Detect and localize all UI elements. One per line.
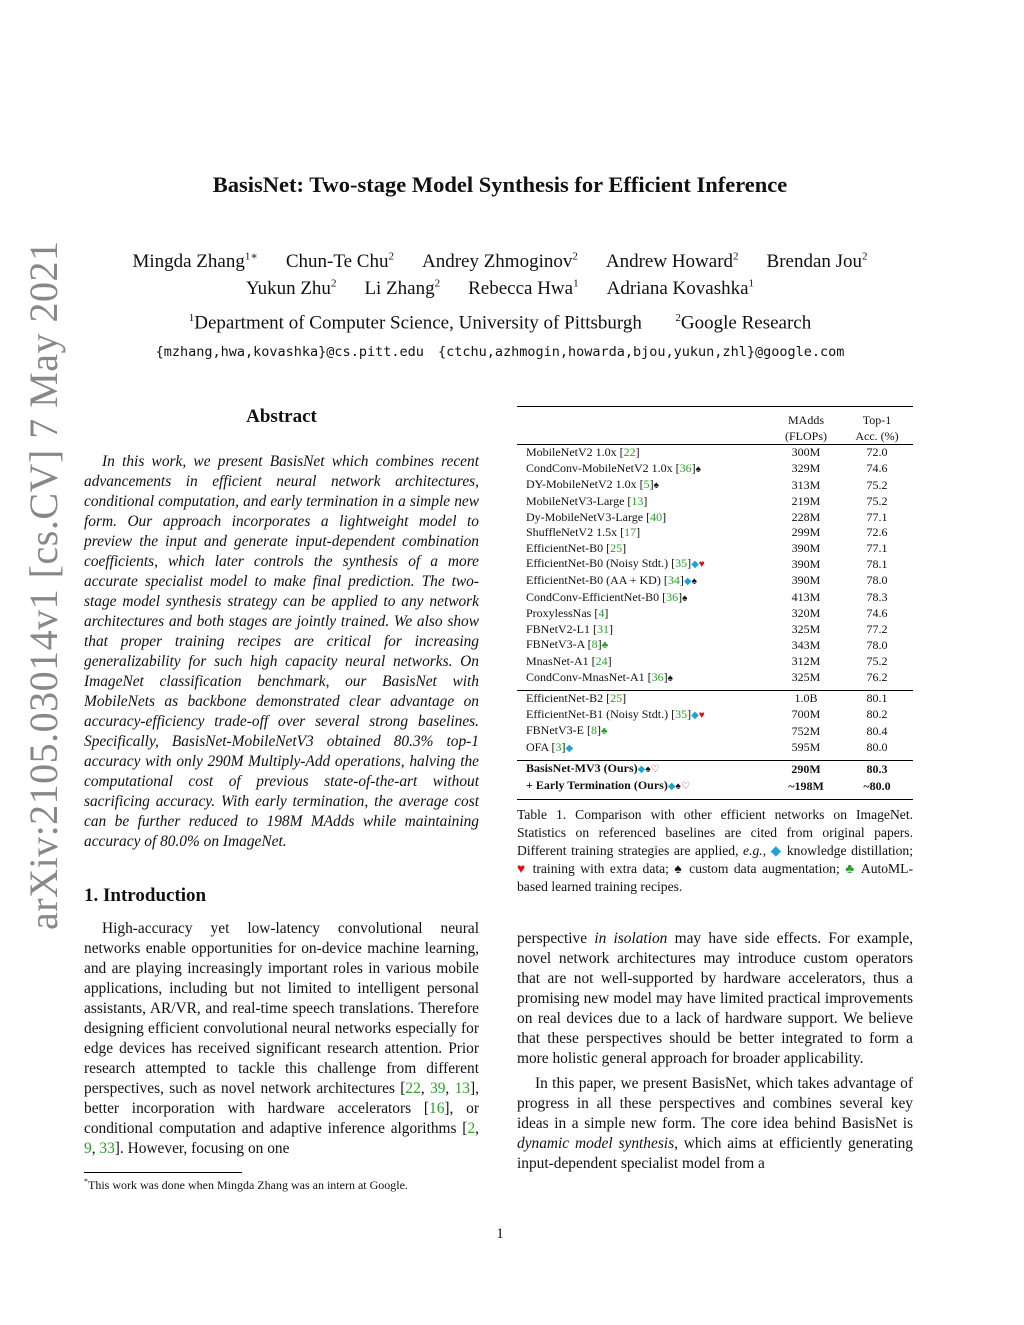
right-paragraph-2: In this paper, we present BasisNet, which takes advantage of progress in all these perspectives and combines several key ideas in a simple new form. The core idea behind BasisNet is dynamic model synthesis, which aims at efficiently generating input-dependent specialist model from a: [517, 1075, 913, 1172]
table-row: FBNetV2-L1 [31] 325M 77.2: [517, 622, 913, 638]
col-top1: Top-1: [862, 413, 892, 427]
citation-link[interactable]: 36: [651, 669, 664, 684]
footnote-rule: [84, 1172, 242, 1173]
col-top1-unit: Acc. (%): [855, 428, 899, 443]
intro-paragraph-1: High-accuracy yet low-latency convolutional neural networks enable opportunities for on-device machine learning, and are playing increasingly important roles in various mobile applications, including but not limited to intelligent personal assistants, AR/VR, and real-time speech translations. Therefore designing efficient convolutional neural networks especially for edge devices has received significant research attention. Prior research attempted to tackle this challenge from different perspectives, such as novel network architectures [22, 39, 13], better incorporation with hardware accelerators [16], or conditional computation and adaptive inference algorithms [2, 9, 33]. However, focusing on one: [84, 920, 479, 1157]
accuracy-value: 80.0: [866, 740, 888, 755]
model-name: MobileNetV3-Large: [526, 493, 625, 508]
madds-value: ~198M: [788, 778, 824, 793]
madds-value: 700M: [791, 707, 821, 722]
model-name: Dy-MobileNetV3-Large: [526, 509, 644, 524]
model-name: EfficientNet-B0 (AA + KD): [526, 572, 661, 587]
citation-link[interactable]: 39: [430, 1080, 446, 1097]
page-number: 1: [496, 1226, 504, 1242]
author-name: Rebecca Hwa$^1$: [468, 278, 579, 300]
citation-link[interactable]: 22: [405, 1080, 421, 1097]
table-row: EfficientNet-B1 (Noisy Stdt.) [35]◆♥ 700M 80.2: [517, 707, 913, 724]
affiliations: $^1$Department of Computer Science, University of Pittsburgh $^2$Google Research: [188, 312, 812, 334]
accuracy-value: 77.1: [866, 509, 888, 524]
diamond-icon: ◆: [770, 843, 783, 858]
citation-link[interactable]: 8: [591, 637, 598, 652]
accuracy-value: 80.3: [866, 761, 888, 776]
accuracy-value: 78.0: [866, 637, 888, 652]
model-name: CondConv-MobileNetV2 1.0x: [526, 460, 673, 475]
spade-icon: ♠: [695, 463, 701, 475]
spade-icon: ♠: [682, 592, 688, 604]
diamond-icon: ◆: [691, 709, 699, 721]
table-row: CondConv-MobileNetV2 1.0x [36]♠ 329M 74.6: [517, 461, 913, 478]
author-name: Li Zhang$^2$: [364, 278, 441, 300]
madds-value: 1.0B: [794, 691, 818, 706]
club-icon: ♣: [601, 640, 609, 652]
madds-value: 390M: [791, 573, 821, 588]
table-row: EfficientNet-B0 (AA + KD) [34]◆♠ 390M 78.0: [517, 573, 913, 590]
table-row: MobileNetV2 1.0x [22] 300M 72.0: [517, 445, 913, 461]
madds-value: 390M: [791, 556, 821, 571]
model-name: FBNetV2-L1: [526, 621, 590, 636]
madds-value: 329M: [791, 461, 821, 476]
diamond-icon: ◆: [565, 742, 574, 754]
citation-link[interactable]: 13: [454, 1080, 470, 1097]
table-row: MnasNet-A1 [24] 312M 75.2: [517, 654, 913, 670]
accuracy-value: 75.2: [866, 477, 888, 492]
madds-value: 413M: [791, 590, 821, 605]
citation-link[interactable]: 4: [598, 606, 605, 621]
model-name: CondConv-MnasNet-A1: [526, 669, 645, 684]
author-name: Mingda Zhang$^{1∗}$: [132, 251, 258, 273]
accuracy-value: 74.6: [866, 461, 888, 476]
comparison-table: [517, 406, 913, 800]
intro-body: [84, 919, 479, 1159]
model-name: ProxylessNas: [526, 606, 592, 621]
table-row: ProxylessNas [4] 320M 74.6: [517, 606, 913, 622]
model-name: DY-MobileNetV2 1.0x: [526, 477, 637, 492]
model-name: + Early Termination (Ours): [526, 778, 668, 793]
accuracy-value: 78.3: [866, 590, 888, 605]
citation-link[interactable]: 40: [650, 509, 663, 524]
model-name: OFA: [526, 739, 549, 754]
madds-value: 595M: [791, 740, 821, 755]
table-row: ShuffleNetV2 1.5x [17] 299M 72.6: [517, 525, 913, 541]
citation-link[interactable]: 36: [679, 460, 692, 475]
spade-icon: ♠: [645, 764, 651, 776]
authors-row-2: [0, 278, 1000, 300]
table-header-row: [517, 407, 913, 429]
col-madds-unit: (FLOPs): [784, 428, 827, 443]
diamond-icon: ◆: [667, 781, 676, 793]
table-group-ours: [517, 761, 913, 799]
heart-icon: ♥: [517, 861, 528, 876]
affiliation-2: Google Research: [680, 312, 812, 334]
model-name: ShuffleNetV2 1.5x: [526, 525, 618, 540]
spade-icon: ♠: [675, 781, 681, 793]
madds-value: 300M: [791, 445, 821, 460]
table-row: [517, 761, 913, 778]
affiliation-1: Department of Computer Science, University of Pittsburgh: [194, 312, 642, 334]
model-name: CondConv-EfficientNet-B0: [526, 589, 660, 604]
madds-value: 320M: [791, 606, 821, 621]
arxiv-stamp: arXiv:2105.03014v1 [cs.CV] 7 May 2021: [21, 240, 66, 930]
table-row: EfficientNet-B0 [25] 390M 77.1: [517, 541, 913, 557]
club-icon: ♣: [601, 726, 608, 738]
accuracy-value: 75.2: [866, 493, 888, 508]
model-name: MnasNet-A1: [526, 653, 589, 668]
madds-value: 325M: [791, 621, 821, 636]
table-row: CondConv-EfficientNet-B0 [36]♠ 413M 78.3: [517, 590, 913, 607]
citation-link[interactable]: 35: [675, 706, 688, 721]
abstract-heading: Abstract: [246, 406, 317, 427]
table-row: EfficientNet-B0 (Noisy Stdt.) [35]◆♥ 390M 78.1: [517, 556, 913, 573]
heart-outline-icon: ♡: [650, 764, 660, 776]
citation-link[interactable]: 31: [597, 621, 609, 636]
right-paragraph-1: perspective in isolation may have side effects. For example, novel network architectures may introduce custom operators that are not well-supported by hardware accelerators, thus a promising new model may have limited practical improvements on real devices due to a lack of hardware support. We believe that these perspectives should be better integrated to form a more holistic general approach for broader applicability.: [517, 930, 913, 1067]
model-name: FBNetV3-A: [526, 637, 585, 652]
table-row: OFA [3]◆ 595M 80.0: [517, 740, 913, 761]
author-name: Andrey Zhmoginov$^2$: [421, 251, 578, 273]
citation-link[interactable]: 25: [610, 691, 623, 706]
emails: {mzhang,hwa,kovashka}@cs.pitt.edu {ctchu,azhmogin,howarda,bjou,yukun,zhl}@google.com: [155, 344, 845, 360]
table-row: EfficientNet-B2 [25] 1.0B 80.1: [517, 691, 913, 707]
club-icon: ♣: [845, 861, 857, 876]
madds-value: 219M: [791, 493, 821, 508]
model-name: MobileNetV2 1.0x: [526, 445, 617, 460]
citation-link[interactable]: 3: [555, 739, 562, 754]
paper-title: BasisNet: Two-stage Model Synthesis for Efficient Inference: [212, 172, 788, 197]
footnote: *This work was done when Mingda Zhang was an intern at Google.: [84, 1177, 408, 1192]
table-caption: Table 1. Comparison with other efficient networks on ImageNet. Statistics on referenced baselines are cited from original papers. Different training strategies are applied, e.g., ◆ knowledge distillation; ♥ training with extra data; ♠ custom data augmentation; ♣ AutoML-based learned training recipes.: [517, 807, 913, 894]
heart-outline-icon: ♡: [680, 781, 690, 793]
model-name: BasisNet-MV3 (Ours): [526, 761, 638, 776]
madds-value: 343M: [791, 637, 821, 652]
accuracy-value: 72.0: [866, 445, 888, 460]
citation-link[interactable]: 25: [610, 540, 623, 555]
citation-link[interactable]: 8: [591, 723, 597, 738]
diamond-icon: ◆: [691, 559, 699, 571]
table-row: FBNetV3-E [8]♣ 752M 80.4: [517, 723, 913, 740]
model-name: EfficientNet-B0 (Noisy Stdt.): [526, 556, 669, 571]
heart-icon: ♥: [698, 559, 705, 571]
accuracy-value: ~80.0: [863, 778, 891, 793]
abstract-body: [84, 452, 479, 852]
table-row: CondConv-MnasNet-A1 [36]♠ 325M 76.2: [517, 670, 913, 691]
citation-link[interactable]: 13: [631, 493, 644, 508]
madds-value: 290M: [791, 761, 821, 776]
author-name: Andrew Howard$^2$: [605, 251, 739, 273]
table-row: DY-MobileNetV2 1.0x [5]♠ 313M 75.2: [517, 477, 913, 494]
table-row: MobileNetV3-Large [13] 219M 75.2: [517, 494, 913, 510]
table-group-2: [517, 691, 913, 761]
table-row: [517, 778, 913, 799]
accuracy-value: 76.2: [866, 670, 888, 684]
model-name: EfficientNet-B0: [526, 540, 604, 555]
heart-icon: ♥: [698, 709, 705, 721]
intro-heading: 1. Introduction: [84, 885, 207, 906]
author-name: Adriana Kovashka$^1$: [606, 278, 755, 300]
model-name: EfficientNet-B2: [526, 691, 604, 706]
madds-value: 312M: [791, 653, 821, 668]
abstract-text: In this work, we present BasisNet which combines recent advancements in efficient neural network architectures, conditional computation, and early termination in a simple new form. Our approach incorporates a lightweight model to preview the input and generate input-dependent combination coefficients, which later controls the synthesis of a more accurate specialist model to make final prediction. The two-stage model synthesis strategy can be applied to any network architectures and both stages are jointly trained. We also show that proper training recipes are critical for increasing generalizability for such high capacity neural networks. On ImageNet classification benchmark, our BasisNet with MobileNets as backbone demonstrated clear advantage on accuracy-efficiency trade-off over several strong baselines. Specifically, BasisNet-MobileNetV3 obtained 80.3% top-1 accuracy with only 290M Multiply-Add operations, halving the computational cost of previous state-of-the-art without sacrificing accuracy. With early termination, the average cost can be further reduced to 198M MAdds while maintaining accuracy of 80.0% on ImageNet.: [84, 453, 479, 850]
accuracy-value: 77.2: [866, 621, 888, 636]
diamond-icon: ◆: [683, 575, 692, 587]
accuracy-value: 80.2: [866, 707, 888, 722]
madds-value: 313M: [791, 477, 821, 492]
citation-link[interactable]: 22: [623, 445, 636, 460]
col-madds: MAdds: [787, 413, 824, 427]
citation-link[interactable]: 35: [675, 556, 688, 571]
citation-link[interactable]: 9: [84, 1140, 92, 1157]
citation-link[interactable]: 36: [666, 589, 679, 604]
author-name: Yukun Zhu$^2$: [245, 278, 337, 300]
authors-row-1: [0, 250, 1000, 273]
citation-link[interactable]: 33: [99, 1140, 115, 1157]
spade-icon: ♠: [667, 672, 673, 684]
diamond-icon: ◆: [637, 764, 646, 776]
accuracy-value: 80.1: [866, 691, 888, 706]
table-row: FBNetV3-A [8]♣ 343M 78.0: [517, 637, 913, 654]
citation-link[interactable]: 17: [624, 525, 637, 540]
spade-icon: ♠: [674, 861, 684, 876]
citation-link[interactable]: 24: [595, 653, 608, 668]
accuracy-value: 78.1: [866, 556, 888, 571]
citation-link[interactable]: 16: [429, 1100, 445, 1117]
citation-link[interactable]: 5: [643, 477, 650, 492]
spade-icon: ♠: [653, 480, 659, 492]
madds-value: 299M: [791, 525, 821, 540]
accuracy-value: 77.1: [866, 540, 888, 555]
accuracy-value: 75.2: [866, 653, 888, 668]
model-name: EfficientNet-B1 (Noisy Stdt.): [526, 706, 669, 721]
citation-link[interactable]: 34: [667, 572, 680, 587]
right-column-body: [517, 929, 913, 1174]
table-group-1: [517, 445, 913, 691]
model-name: FBNetV3-E: [526, 723, 584, 738]
madds-value: 752M: [791, 723, 821, 738]
madds-value: 390M: [791, 540, 821, 555]
accuracy-value: 74.6: [866, 606, 888, 621]
author-name: Chun-Te Chu$^2$: [285, 251, 394, 273]
accuracy-value: 72.6: [866, 525, 888, 540]
accuracy-value: 78.0: [866, 573, 888, 588]
madds-value: 228M: [791, 509, 821, 524]
table-row: Dy-MobileNetV3-Large [40] 228M 77.1: [517, 510, 913, 526]
author-name: Brendan Jou$^2$: [766, 251, 868, 273]
spade-icon: ♠: [691, 575, 697, 587]
madds-value: 325M: [791, 670, 821, 684]
citation-link[interactable]: 2: [467, 1120, 476, 1137]
accuracy-value: 80.4: [866, 723, 888, 738]
